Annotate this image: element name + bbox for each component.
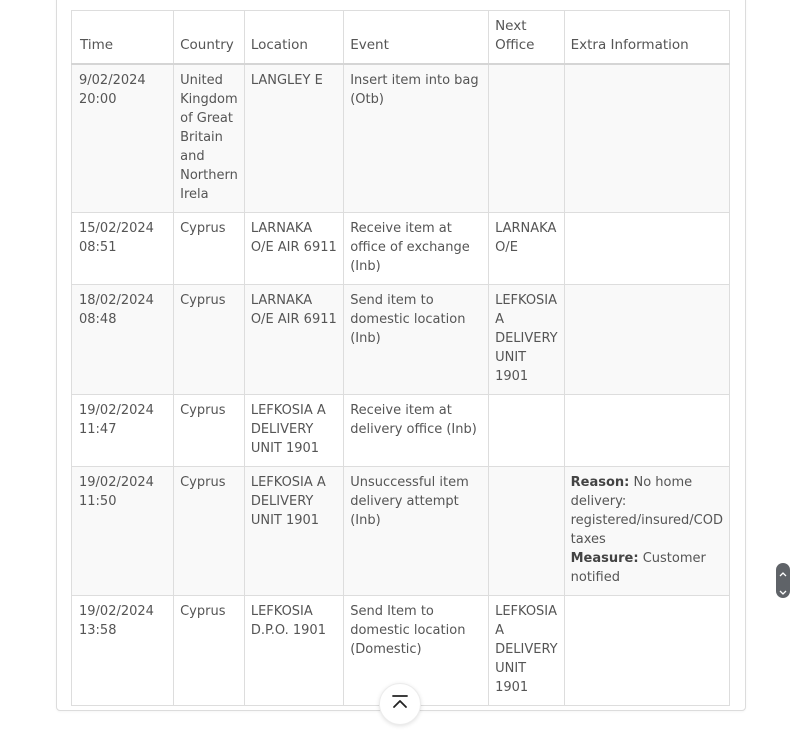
extra-measure-value: Customer notified: [570, 551, 706, 585]
cell-time: 19/02/2024 11:50: [72, 467, 174, 596]
extra-reason-label: Reason:: [570, 475, 630, 490]
header-country: Country: [174, 11, 245, 65]
cell-next-office: LEFKOSIA A DELIVERY UNIT 1901: [489, 285, 565, 395]
scroll-up-arrow-icon: [779, 562, 787, 581]
cell-time: 15/02/2024 08:51: [72, 213, 174, 285]
extra-reason-value: No home delivery: registered/insured/COD taxes: [570, 475, 723, 547]
chevron-double-up-icon: [391, 694, 409, 714]
cell-location: LARNAKA O/E AIR 6911: [244, 285, 343, 395]
cell-extra: [564, 285, 729, 395]
cell-time: 9/02/2024 20:00: [72, 64, 174, 213]
cell-extra: [564, 213, 729, 285]
scroll-down-arrow-icon: [779, 581, 787, 600]
cell-next-office: [489, 467, 565, 596]
table-row: [72, 467, 730, 596]
cell-next-office: LARNAKA O/E: [489, 213, 565, 285]
cell-time: 19/02/2024 13:58: [72, 596, 174, 706]
cell-country: Cyprus: [174, 395, 245, 467]
cell-country: Cyprus: [174, 213, 245, 285]
header-location: Location: [244, 11, 343, 65]
cell-event: Insert item into bag (Otb): [344, 64, 489, 213]
cell-extra: [564, 64, 729, 213]
extra-measure: [571, 549, 723, 587]
header-next-office: Next Office: [489, 11, 565, 65]
cell-location: LEFKOSIA A DELIVERY UNIT 1901: [244, 395, 343, 467]
scroll-to-top-button[interactable]: [379, 683, 421, 725]
cell-next-office: [489, 395, 565, 467]
cell-location: LANGLEY E: [244, 64, 343, 213]
table-header-row: [72, 11, 730, 65]
extra-reason: [571, 473, 723, 549]
cell-extra: [564, 596, 729, 706]
cell-country: Cyprus: [174, 467, 245, 596]
cell-location: LARNAKA O/E AIR 6911: [244, 213, 343, 285]
cell-location: LEFKOSIA D.P.O. 1901: [244, 596, 343, 706]
cell-event: Send item to domestic location (Inb): [344, 285, 489, 395]
header-event: Event: [344, 11, 489, 65]
cell-next-office: LEFKOSIA A DELIVERY UNIT 1901: [489, 596, 565, 706]
table-row: [72, 395, 730, 467]
cell-country: Cyprus: [174, 596, 245, 706]
extra-measure-label: Measure:: [570, 551, 639, 566]
cell-event: Receive item at office of exchange (Inb): [344, 213, 489, 285]
header-extra-information: Extra Information: [564, 11, 729, 65]
cell-extra: [564, 467, 729, 596]
cell-country: Cyprus: [174, 285, 245, 395]
cell-time: 18/02/2024 08:48: [72, 285, 174, 395]
cell-extra: [564, 395, 729, 467]
cell-next-office: [489, 64, 565, 213]
cell-event: Receive item at delivery office (Inb): [344, 395, 489, 467]
table-row: [72, 64, 730, 213]
cell-event: Send Item to domestic location (Domestic): [344, 596, 489, 706]
table-row: [72, 285, 730, 395]
cell-event: Unsuccessful item delivery attempt (Inb): [344, 467, 489, 596]
cell-time: 19/02/2024 11:47: [72, 395, 174, 467]
header-time: Time: [72, 11, 174, 65]
tracking-table: [71, 10, 730, 706]
cell-country: United Kingdom of Great Britain and Northern Irela: [174, 64, 245, 213]
cell-location: LEFKOSIA A DELIVERY UNIT 1901: [244, 467, 343, 596]
scrollbar-thumb[interactable]: [776, 563, 790, 598]
table-row: [72, 213, 730, 285]
